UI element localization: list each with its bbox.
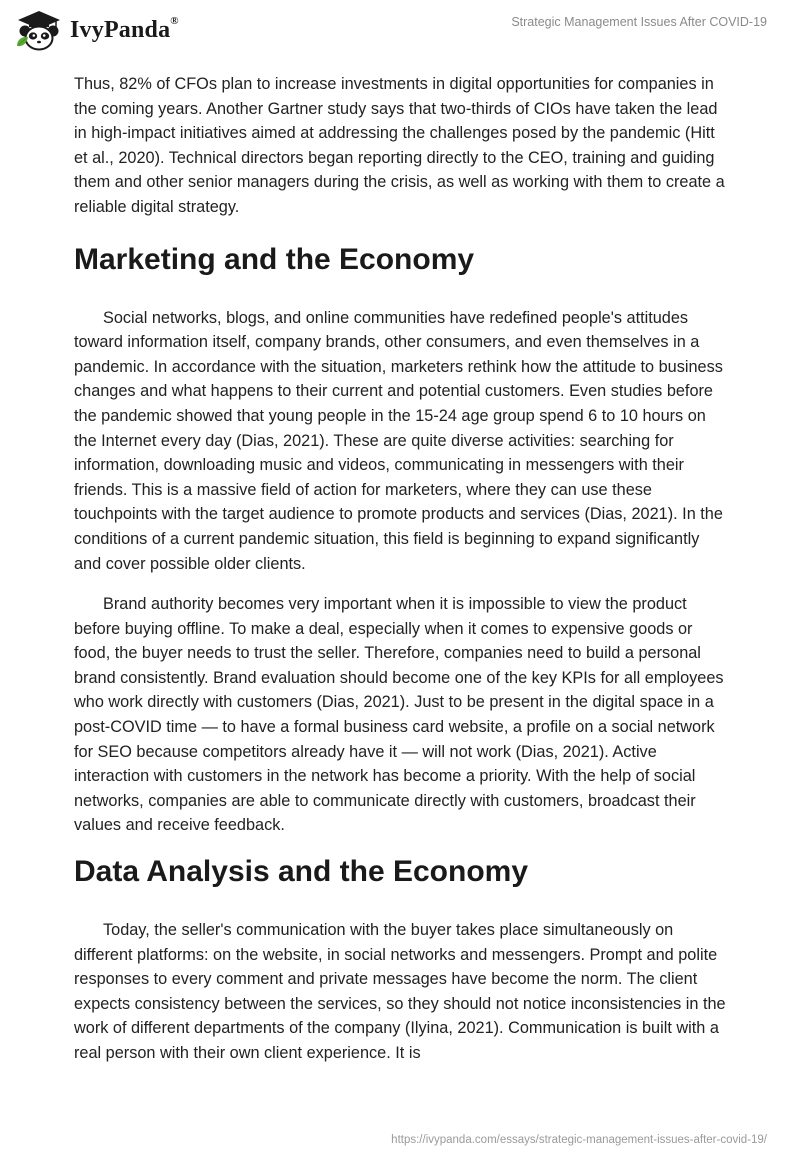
paragraph: Today, the seller's communication with the buyer takes place simultaneously on different platforms: on the website, in social networks and messengers. Prompt and polite responses to every comment and private messages have become the norm. The client expects consistency between the services, so they should not notice inconsistencies in the work of different departments of the company (Ilyina, 2021). Communication is built with a real person with their own client experience. It is [74, 921, 726, 1062]
essay-body [74, 72, 726, 1082]
ivypanda-logo[interactable] [14, 8, 179, 52]
section-heading-data-analysis: Data Analysis and the Economy [74, 855, 529, 889]
page-header [0, 0, 800, 64]
paragraph: Brand authority becomes very important when it is impossible to view the product before buying offline. To make a deal, especially when it comes to expensive goods or food, the buyer needs to trust the seller. Therefore, companies need to build a personal brand consistently. Brand evaluation should become one of the key KPIs for all employees who work directly with customers (Dias, 2021). Just to be present in the digital space in a post-COVID time — to have a formal business card website, a profile on a social network for SEO because competitors already have it — will not work (Dias, 2021). Active interaction with customers in the network has become a priority. With the help of social networks, companies are able to communicate directly with customers, broadcast their values and receive feedback. [74, 595, 724, 835]
panda-graduate-icon [14, 8, 64, 52]
intro-paragraph: Thus, 82% of CFOs plan to increase investments in digital opportunities for companies in the coming years. Another Gartner study says that two-thirds of CIOs have taken the lead in high-impact initiatives aimed at addressing the challenges posed by the pandemic (Hitt et al., 2020). Technical directors began reporting directly to the CEO, training and guiding them and other senior managers during the crisis, as well as working with them to create a reliable digital strategy. [74, 75, 725, 216]
source-url[interactable]: https://ivypanda.com/essays/strategic-management-issues-after-covid-19/ [391, 1134, 767, 1146]
paragraph: Social networks, blogs, and online communities have redefined people's attitudes toward information itself, company brands, other consumers, and even themselves in a pandemic. In accordance with the situation, marketers rethink how the attitude to business changes and what happens to their current and potential customers. Even studies before the pandemic showed that young people in the 15-24 age group spend 6 to 10 hours on the Internet every day (Dias, 2021). These are quite diverse activities: searching for information, downloading music and videos, communicating in messengers with their friends. This is a massive field of action for marketers, where they can use these touchpoints with the target audience to promote products and services (Dias, 2021). In the conditions of a current pandemic situation, this field is beginning to expand significantly and cover possible older clients. [74, 308, 723, 573]
brand-name: IvyPanda® [70, 14, 179, 43]
section-heading-marketing: Marketing and the Economy [74, 242, 475, 276]
document-title: Strategic Management Issues After COVID-19 [511, 15, 767, 29]
